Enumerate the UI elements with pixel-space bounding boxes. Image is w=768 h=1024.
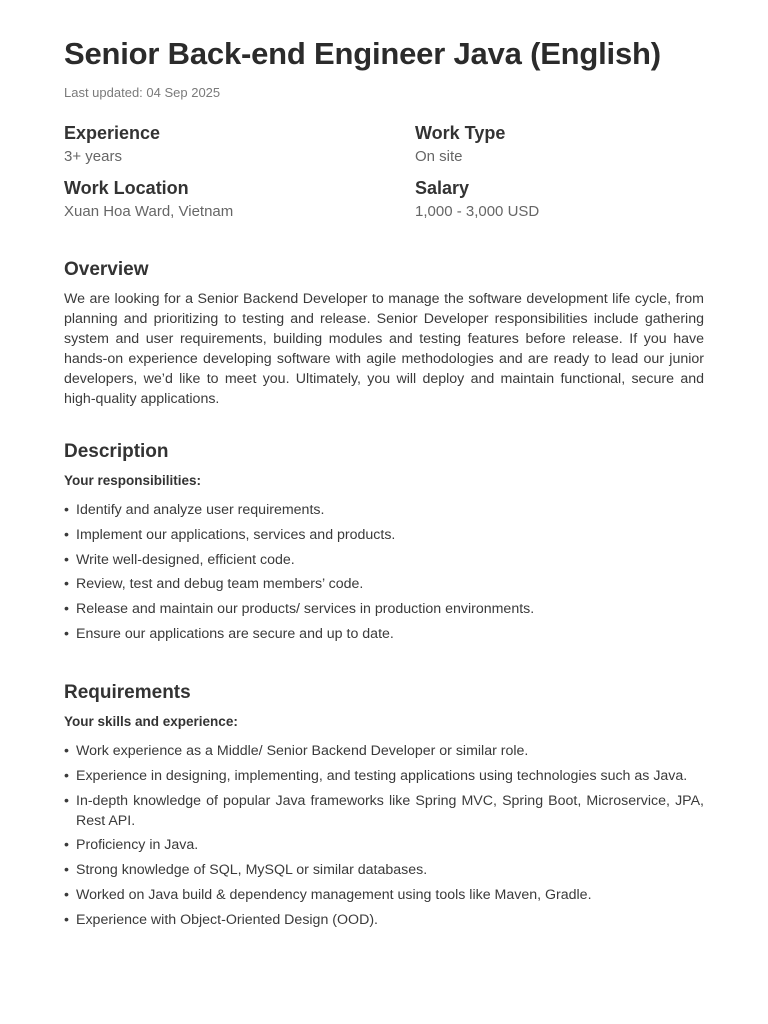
- job-meta-grid: [64, 121, 704, 223]
- section-title: Requirements: [64, 681, 191, 703]
- bullet-icon: •: [64, 862, 69, 879]
- list-item: [64, 885, 704, 905]
- section-subtitle: Your skills and experience:: [64, 713, 238, 729]
- section-title: Overview: [64, 259, 149, 280]
- meta-work-location: [64, 176, 415, 223]
- overview-text: We are looking for a Senior Backend Developer to manage the software development life cycle, from planning and prioritizing to testing and release. Senior Developer responsibilities include gathering system and user requirements, building modules and testing features before release. If you have hands-on experience developing software with agile methodologies and are ready to lead our junior developers, we’d like to meet you. Ultimately, you will deploy and maintain functional, secure and high-quality applications.: [64, 291, 704, 407]
- section-subtitle: Your responsibilities:: [64, 473, 202, 488]
- list-item-text: Ensure our applications are secure and up to date.: [76, 625, 394, 642]
- responsibilities-list: [64, 500, 704, 644]
- list-item: [64, 599, 704, 619]
- skills-list: [64, 741, 704, 930]
- meta-value: 1,000 - 3,000 USD: [415, 203, 540, 220]
- list-item-text: Write well-designed, efficient code.: [76, 551, 295, 568]
- requirements-section: [64, 680, 704, 930]
- meta-work-type: [415, 121, 705, 168]
- list-item-text: Identify and analyze user requirements.: [76, 502, 325, 518]
- description-section: [64, 439, 704, 644]
- list-item: [64, 860, 704, 880]
- overview-section: [64, 257, 704, 409]
- section-title: Description: [64, 441, 169, 462]
- list-item: [64, 766, 704, 786]
- list-item: [64, 525, 704, 545]
- page-title: Senior Back-end Engineer Java (English): [64, 36, 661, 71]
- meta-experience: [64, 121, 415, 168]
- list-item-text: Worked on Java build & dependency management using tools like Maven, Gradle.: [76, 886, 592, 903]
- meta-salary: [415, 176, 705, 223]
- list-item-text: In-depth knowledge of popular Java frameworks like Spring MVC, Spring Boot, Microservice, JPA, Rest API.: [76, 792, 704, 829]
- list-item-text: Strong knowledge of SQL, MySQL or similar databases.: [76, 862, 428, 879]
- bullet-icon: •: [64, 502, 69, 518]
- list-item-text: Experience with Object-Oriented Design (OOD).: [76, 911, 378, 928]
- bullet-icon: •: [64, 837, 69, 854]
- list-item: [64, 791, 704, 831]
- list-item: [64, 910, 704, 930]
- list-item: [64, 500, 704, 520]
- bullet-icon: •: [64, 886, 69, 903]
- meta-value: On site: [415, 148, 463, 165]
- bullet-icon: •: [64, 625, 69, 642]
- meta-value: 3+ years: [64, 148, 122, 165]
- bullet-icon: •: [64, 742, 69, 759]
- bullet-icon: •: [64, 576, 69, 593]
- list-item: [64, 550, 704, 570]
- list-item-text: Review, test and debug team members’ code.: [76, 576, 364, 593]
- meta-label: Experience: [64, 123, 161, 143]
- bullet-icon: •: [64, 792, 69, 809]
- list-item-text: Implement our applications, services and products.: [76, 526, 396, 543]
- meta-label: Salary: [415, 178, 470, 198]
- list-item: [64, 574, 704, 594]
- meta-label: Work Type: [415, 123, 506, 143]
- list-item-text: Release and maintain our products/ services in production environments.: [76, 601, 535, 618]
- list-item-text: Work experience as a Middle/ Senior Backend Developer or similar role.: [76, 742, 529, 759]
- list-item: [64, 835, 704, 855]
- bullet-icon: •: [64, 526, 69, 543]
- meta-label: Work Location: [64, 178, 189, 198]
- meta-value: Xuan Hoa Ward, Vietnam: [64, 203, 234, 220]
- bullet-icon: •: [64, 911, 69, 928]
- list-item-text: Proficiency in Java.: [76, 837, 199, 854]
- list-item-text: Experience in designing, implementing, and testing applications using technologies such as Java.: [76, 767, 688, 784]
- last-updated-text: Last updated: 04 Sep 2025: [64, 85, 221, 100]
- bullet-icon: •: [64, 767, 69, 784]
- bullet-icon: •: [64, 551, 69, 568]
- list-item: [64, 624, 704, 644]
- list-item: [64, 741, 704, 761]
- bullet-icon: •: [64, 601, 69, 618]
